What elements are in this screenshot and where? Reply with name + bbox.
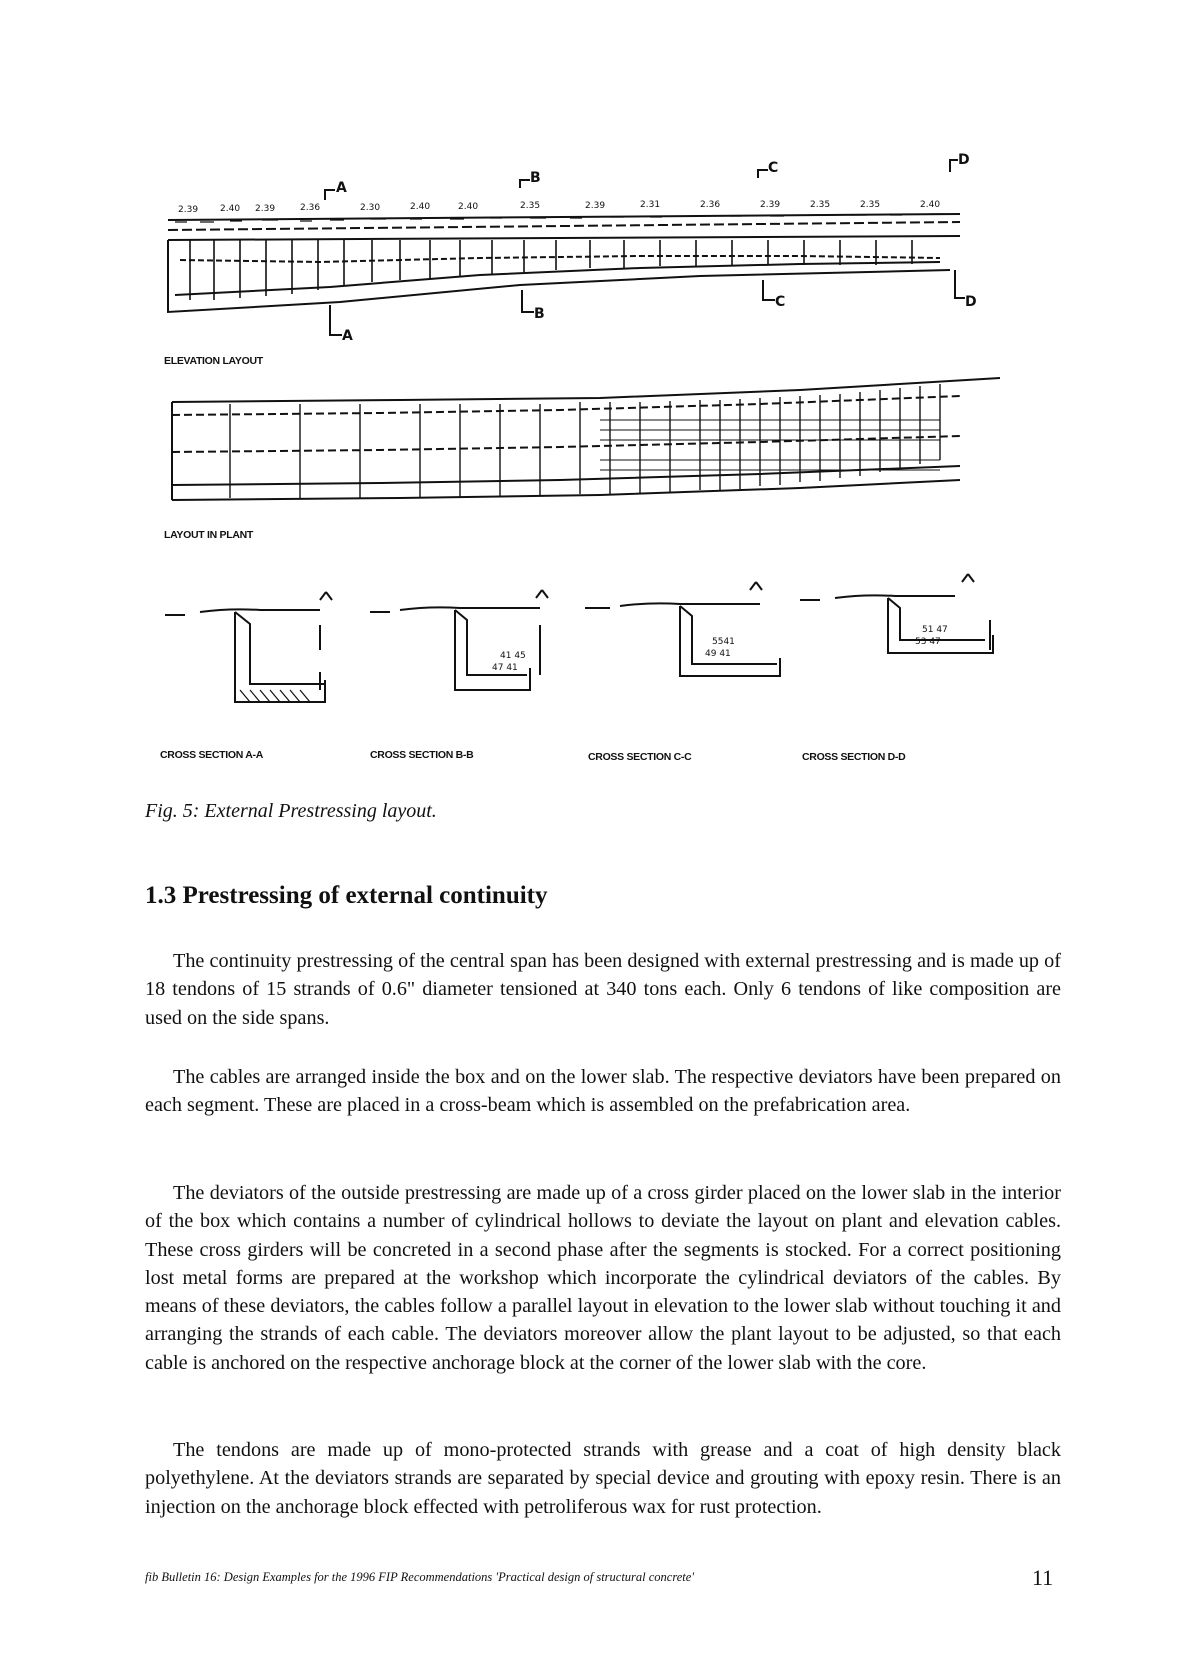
cross-section-a-drawing — [165, 592, 332, 702]
cross-section-d-label: CROSS SECTION D-D — [802, 751, 906, 763]
svg-text:2.40: 2.40 — [220, 204, 241, 214]
svg-text:A: A — [342, 328, 353, 344]
svg-text:A: A — [336, 180, 347, 196]
svg-text:B: B — [530, 170, 541, 186]
svg-text:2.40: 2.40 — [410, 202, 431, 212]
cross-section-b-drawing — [370, 590, 548, 690]
svg-text:2.35: 2.35 — [860, 200, 881, 210]
svg-text:2.30: 2.30 — [360, 203, 381, 213]
page-number: 11 — [1032, 1565, 1054, 1590]
cross-section-b-label: CROSS SECTION B-B — [370, 749, 474, 761]
elevation-layout-label: ELEVATION LAYOUT — [164, 355, 263, 367]
svg-text:53 47: 53 47 — [915, 637, 941, 647]
svg-text:2.36: 2.36 — [700, 200, 721, 210]
svg-text:D: D — [958, 152, 970, 168]
paragraph-1: The continuity prestressing of the central span has been designed with external prestressing and is made up of 18 tendons of 15 strands of 0.6" diameter tensioned at 340 tons each. Only 6 tendons of like composition are used on the side spans. — [145, 950, 1061, 1029]
svg-text:C: C — [768, 160, 779, 176]
svg-text:2.31: 2.31 — [640, 200, 661, 210]
paragraph-2: The cables are arranged inside the box and on the lower slab. The respective deviators have been prepared on each segment. These are placed in a cross-beam which is assembled on the prefabrication area. — [145, 1066, 1061, 1117]
cross-section-a-label: CROSS SECTION A-A — [160, 749, 264, 761]
cross-section-c-drawing — [585, 582, 780, 676]
plant-drawing — [172, 378, 1000, 500]
svg-text:41 45: 41 45 — [500, 651, 526, 661]
svg-text:5541: 5541 — [712, 637, 735, 647]
svg-text:2.39: 2.39 — [585, 201, 606, 211]
svg-text:2.39: 2.39 — [178, 205, 199, 215]
svg-text:2.40: 2.40 — [458, 202, 479, 212]
svg-text:2.35: 2.35 — [810, 200, 831, 210]
svg-text:2.35: 2.35 — [520, 201, 541, 211]
elevation-drawing — [168, 152, 977, 344]
figure-drawing — [0, 0, 1190, 780]
section-heading: 1.3 Prestressing of external continuity — [145, 882, 548, 909]
paragraph-3: The deviators of the outside prestressing are made up of a cross girder placed on the lower slab in the interior of the box which contains a number of cylindrical hollows to deviate the layout on plant and elevation cables. These cross girders will be concreted in a second phase after the segments is stocked. For a correct positioning lost metal forms are prepared at the workshop which incorporate the cylindrical deviators of the cables. By means of these deviators, the cables follow a parallel layout in elevation to the lower slab without touching it and arranging the strands of each cable. The deviators moreover allow the plant layout to be adjusted, so that each cable is anchored on the respective anchorage block at the corner of the lower slab with the core. — [145, 1182, 1061, 1374]
svg-text:49 41: 49 41 — [705, 649, 731, 659]
svg-text:2.40: 2.40 — [920, 200, 941, 210]
svg-text:2.39: 2.39 — [255, 204, 276, 214]
paragraph-4: The tendons are made up of mono-protected strands with grease and a coat of high density black polyethylene. At the deviators strands are separated by special device and grouting with epoxy resin. There is an injection on the anchorage block effected with petroliferous wax for rust protection. — [145, 1439, 1061, 1518]
page-footer: fib Bulletin 16: Design Examples for the 1996 FIP Recommendations 'Practical design of structural concrete' — [145, 1570, 694, 1584]
cross-section-d-drawing — [800, 574, 993, 653]
svg-text:2.39: 2.39 — [760, 200, 781, 210]
svg-text:C: C — [775, 294, 786, 310]
svg-text:2.36: 2.36 — [300, 203, 321, 213]
svg-text:D: D — [965, 294, 977, 310]
svg-text:51 47: 51 47 — [922, 625, 948, 635]
svg-text:B: B — [534, 306, 545, 322]
plant-layout-label: LAYOUT IN PLANT — [164, 529, 254, 541]
cross-section-c-label: CROSS SECTION C-C — [588, 751, 692, 763]
figure-external-prestressing-layout — [0, 0, 1190, 780]
figure-caption: Fig. 5: External Prestressing layout. — [145, 800, 437, 822]
svg-text:47 41: 47 41 — [492, 663, 518, 673]
